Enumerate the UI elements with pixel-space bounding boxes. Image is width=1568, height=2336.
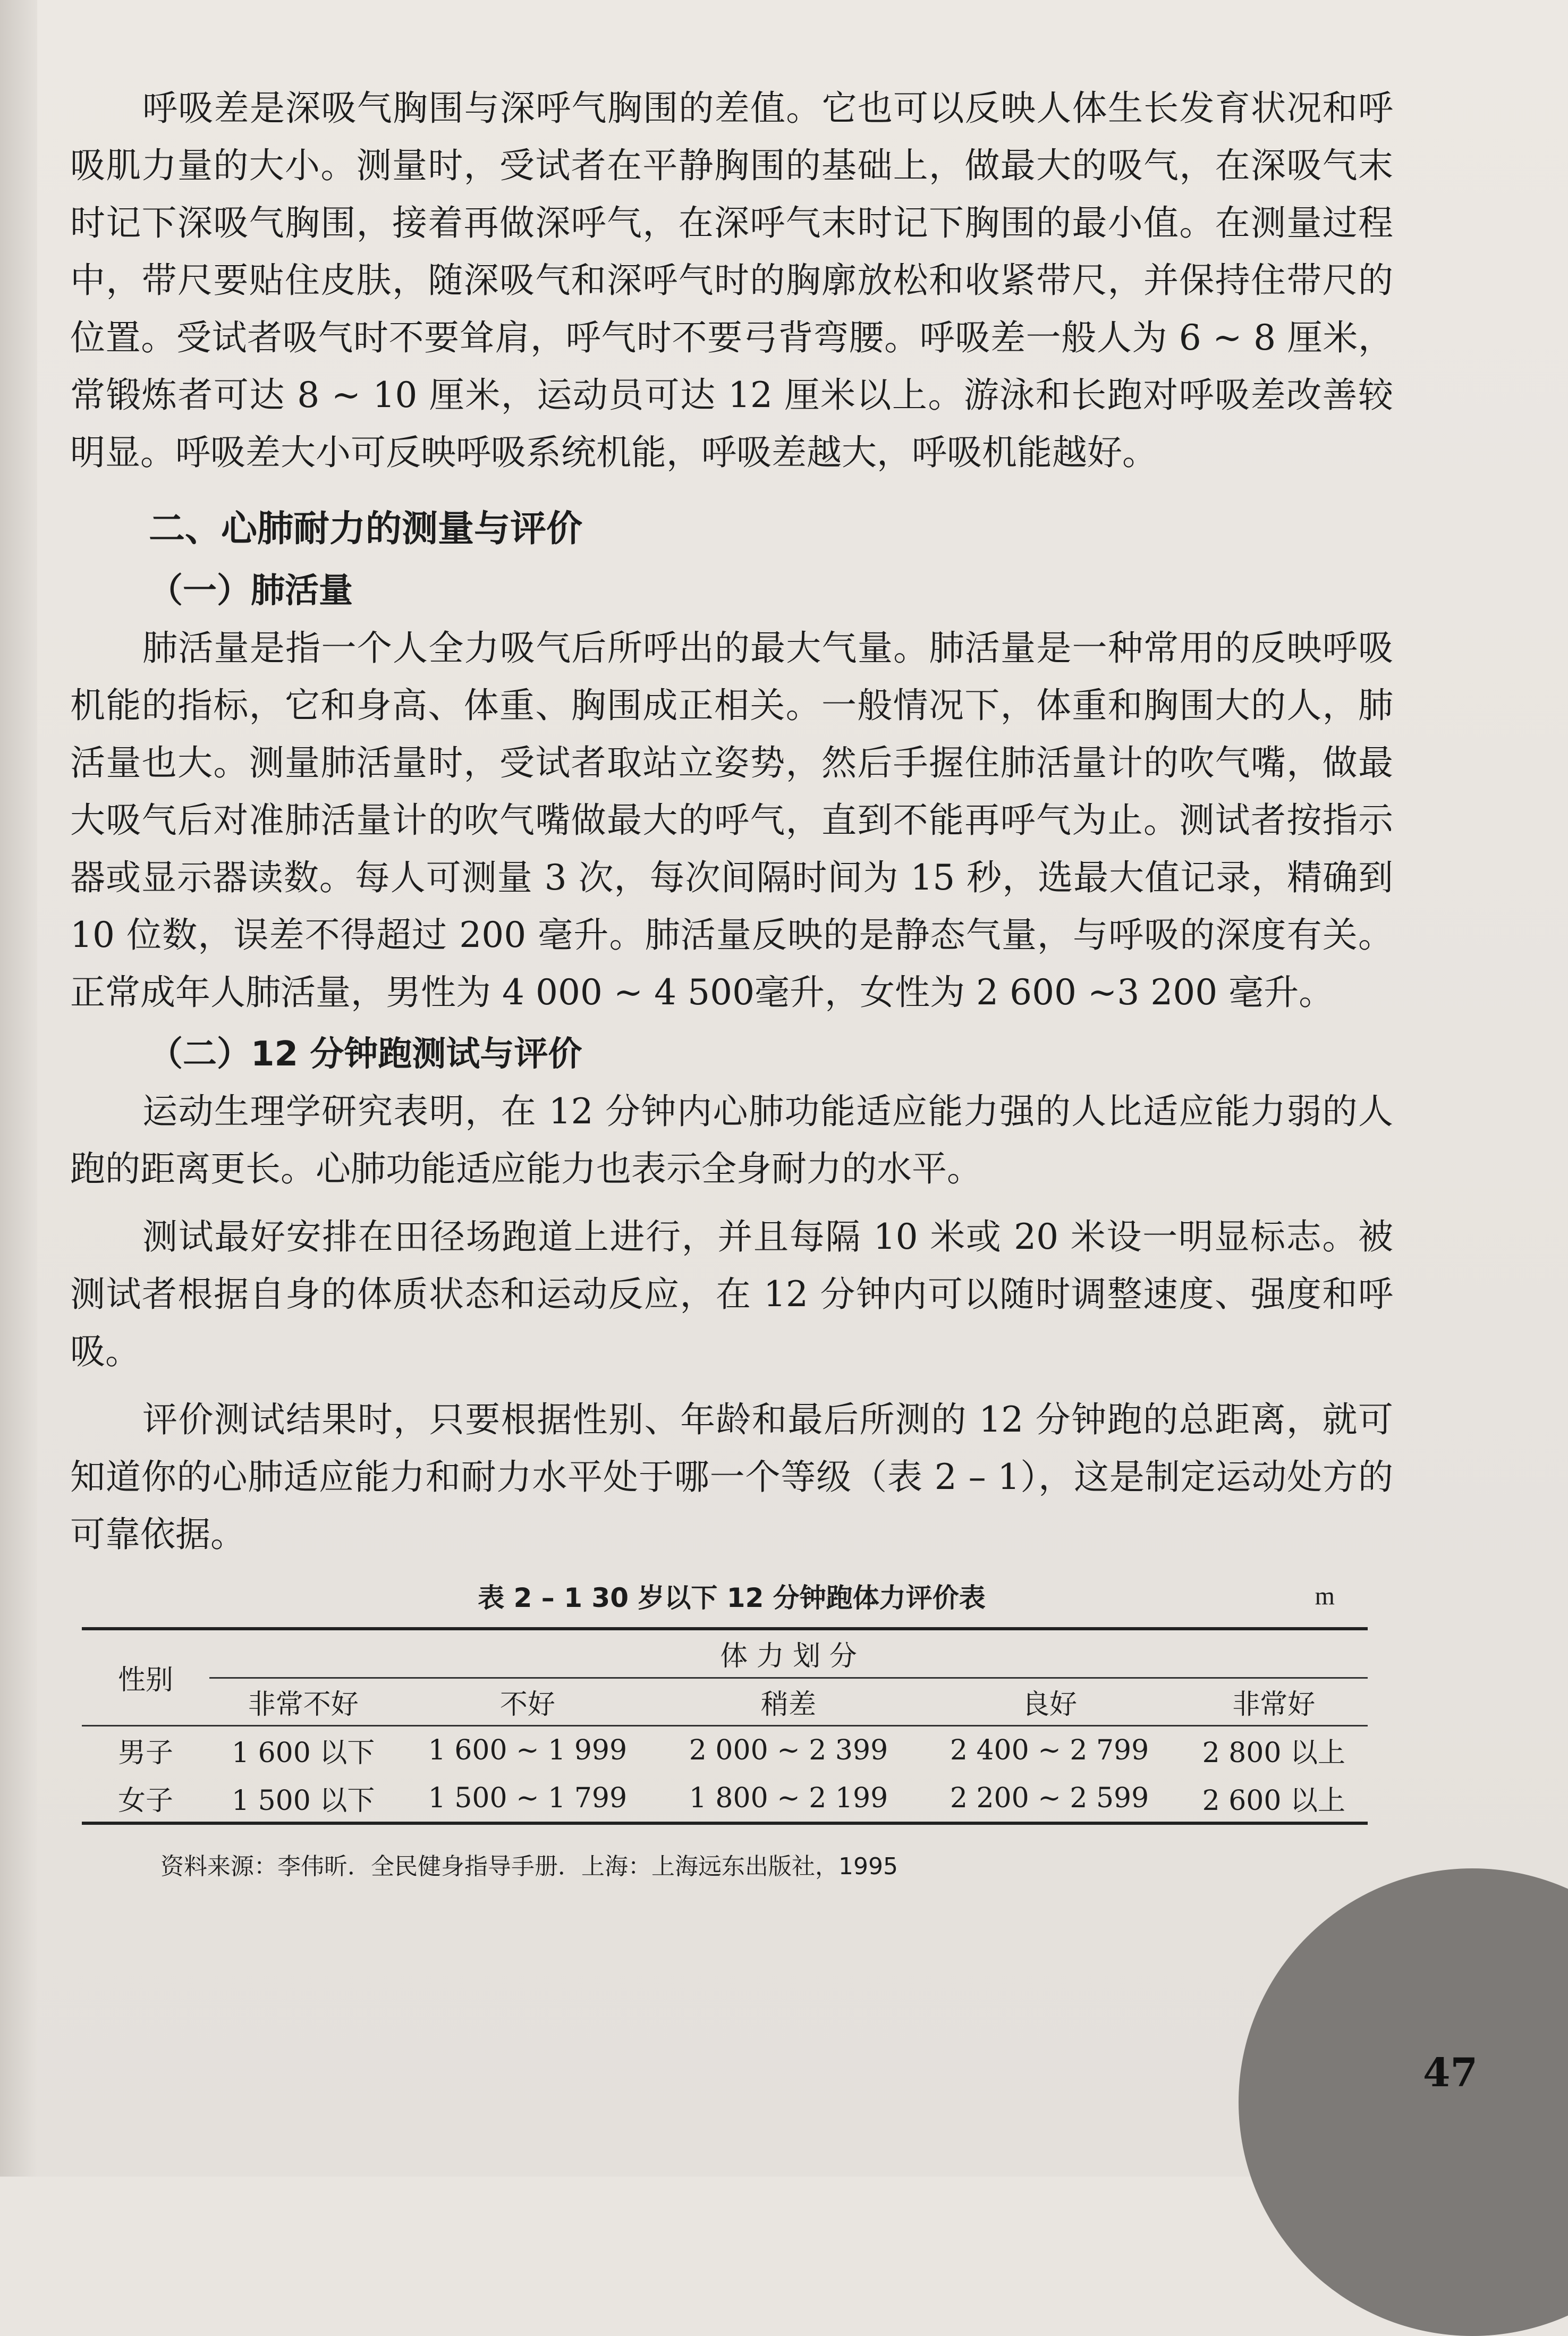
section-heading: 二、心肺耐力的测量与评价 [149,508,583,550]
table-cell: 1 500 ~ 1 799 [428,1782,628,1814]
table-column-header: 稍差 [760,1688,816,1721]
table-column-header: 非常好 [1232,1688,1316,1721]
table-unit: m [1315,1582,1335,1610]
table-cell: 2 800 以上 [1202,1737,1345,1770]
paragraph-12min-run-intro: 运动生理学研究表明，在 12 分钟内心肺功能适应能力强的人比适应能力弱的人跑的距离更长。心肺功能适应能力也表示全身耐力的水平。 [70,1091,1393,1189]
table-cell: 1 600 以下 [231,1737,375,1770]
table-row [82,1774,1368,1823]
table-column-header: 非常不好 [248,1688,359,1721]
table-column-header: 良好 [1022,1688,1078,1721]
subsection-heading-vital-capacity: （一）肺活量 [149,571,353,611]
table-cell: 2 000 ~ 2 399 [689,1734,888,1766]
table-cell: 2 400 ~ 2 799 [950,1734,1149,1766]
subsection-heading-12min-run: （二）12 分钟跑测试与评价 [149,1035,582,1074]
table-cell: 1 600 ~ 1 999 [428,1734,628,1766]
table-cell-gender: 女子 [117,1785,173,1817]
paragraph-12min-run-evaluation: 评价测试结果时，只要根据性别、年龄和最后所测的 12 分钟跑的总距离，就可知道你的心肺适应能力和耐力水平处于哪一个等级（表 2 – 1），这是制定运动处方的可靠依据。 [70,1399,1393,1555]
page-spine-shadow [0,0,37,2177]
table-cell: 1 800 ~ 2 199 [689,1782,888,1814]
table-column-header: 不好 [499,1688,555,1721]
table-header-group: 体 力 划 分 [209,1629,1368,1678]
table-caption-row [70,1569,1393,1627]
table-cell-gender: 男子 [117,1737,173,1770]
paragraph-12min-run-setup: 测试最好安排在田径场跑道上进行，并且每隔 10 米或 20 米设一明显标志。被测试者根据自身的体质状态和运动反应，在 12 分钟内可以随时调整速度、强度和呼吸。 [70,1216,1393,1372]
page-content [70,80,1393,1881]
corner-shadow [1239,1868,1568,2336]
table-cell: 1 500 以下 [231,1785,375,1817]
table-row [82,1725,1368,1774]
table-header-gender: 性别 [82,1629,209,1725]
paragraph-breathing-difference: 呼吸差是深吸气胸围与深呼气胸围的差值。它也可以反映人体生长发育状况和呼吸肌力量的大小。测量时，受试者在平静胸围的基础上，做最大的吸气，在深吸气末时记下深吸气胸围，接着再做深呼气，在深呼气末时记下胸围的最小值。在测量过程中，带尺要贴住皮肤，随深吸气和深呼气时的胸廓放松和收紧带尺，并保持住带尺的位置。受试者吸气时不要耸肩，呼气时不要弓背弯腰。呼吸差一般人为 6 ~ 8 厘米，常锻炼者可达 8 ~ 10 厘米，运动员可达 12 厘米以上。游泳和长跑对呼吸差改善较明显。呼吸差大小可反映呼吸系统机能，呼吸差越大，呼吸机能越好。 [70,88,1393,473]
table-source-note: 资料来源：李伟昕．全民健身指导手册．上海：上海远东出版社，1995 [160,1853,898,1880]
table-cell: 2 200 ~ 2 599 [950,1782,1149,1814]
table-cell: 2 600 以上 [1202,1785,1345,1817]
table-caption: 表 2 – 1 30 岁以下 12 分钟跑体力评价表 [478,1582,986,1613]
fitness-rating-table [82,1627,1368,1825]
page-number: 47 [1423,2050,1478,2096]
paragraph-vital-capacity: 肺活量是指一个人全力吸气后所呼出的最大气量。肺活量是一种常用的反映呼吸机能的指标，它和身高、体重、胸围成正相关。一般情况下，体重和胸围大的人，肺活量也大。测量肺活量时，受试者取站立姿势，然后手握住肺活量计的吹气嘴，做最大吸气后对准肺活量计的吹气嘴做最大的呼气，直到不能再呼气为止。测试者按指示器或显示器读数。每人可测量 3 次，每次间隔时间为 15 秒，选最大值记录，精确到 10 位数，误差不得超过 200 毫升。肺活量反映的是静态气量，与呼吸的深度有关。正常成年人肺活量，男性为 4 000 ~ 4 500毫升，女性为 2 600 ~3 200 毫升。 [70,628,1393,1013]
